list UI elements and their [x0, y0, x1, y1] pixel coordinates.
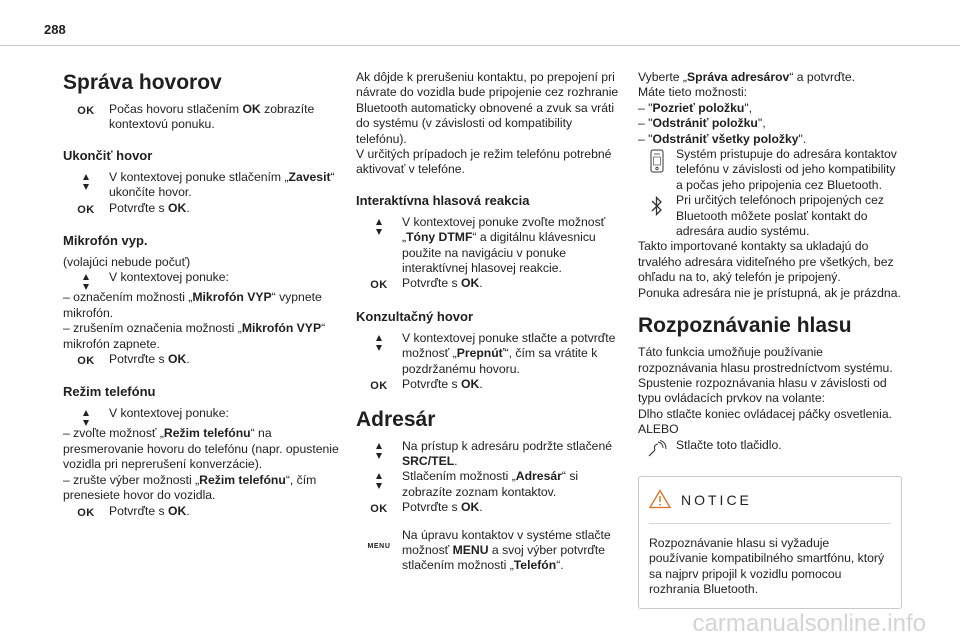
instruction-row: [356, 215, 620, 277]
instruction-text: Na prístup k adresáru podržte stlačené SRC/TEL.: [402, 438, 613, 468]
instruction-row: [63, 201, 339, 218]
instruction-text: V kontextovej ponuke:: [109, 406, 229, 421]
paragraph: ALEBO: [638, 422, 679, 437]
instruction-row: [356, 331, 620, 377]
ok-button-icon: OK: [370, 279, 388, 292]
option-text: – zvoľte možnosť „Režim telefónu“ na presmerovanie hovoru do telefónu (napr. opustenie vozidla pri neprerušení konverzácie).: [63, 426, 339, 472]
instruction-text: Potvrďte s OK.: [402, 500, 483, 515]
instruction-text: V kontextovej ponuke zvoľte možnosť „Tóny DTMF“ a digitálnu klávesnicu použite na navigáciu v ponuke interaktívnej hlasovej reakcie.: [402, 214, 606, 276]
instruction-row: [63, 504, 339, 521]
instruction-text: V kontextovej ponuke stlačením „Zavesit“ ukončíte hovor.: [109, 169, 335, 200]
up-down-arrows-icon: [63, 270, 109, 290]
instruction-row: [356, 377, 620, 394]
paragraph: Stlačte toto tlačidlo.: [676, 437, 782, 452]
subheading-end-call: Ukončiť hovor: [63, 147, 153, 163]
paragraph: Pri určitých telefónoch pripojených cez Bluetooth môžete poslať kontakt do adresára audio systému.: [676, 193, 884, 239]
up-down-arrows-icon: [356, 439, 402, 459]
option-text: – označením možnosti „Mikrofón VYP“ vypnete mikrofón.: [63, 290, 322, 320]
instruction-text: Potvrďte s OK.: [402, 276, 483, 291]
option-text: – zrušením označenia možnosti „Mikrofón VYP“ mikrofón zapnete.: [63, 321, 326, 351]
page-number: 288: [44, 22, 66, 37]
ok-button-icon: OK: [77, 203, 95, 216]
paragraph: Systém pristupuje do adresára kontaktov telefónu v závislosti od jeho kompatibility a počas jeho pripojenia cez Bluetooth.: [676, 147, 897, 192]
header-divider: [0, 45, 960, 46]
section-title-directory: Adresár: [356, 407, 436, 431]
option-text: – zrušte výber možnosti „Režim telefónu“, čím prenesiete hovor do vozidla.: [63, 472, 317, 503]
instruction-text: Stlačením možnosti „Adresár“ si zobrazíte zoznam kontaktov.: [402, 469, 579, 499]
up-down-arrows-icon: [63, 170, 109, 190]
up-down-arrows-icon: [356, 331, 402, 351]
ok-button-icon: OK: [77, 105, 95, 117]
instruction-row: [63, 352, 339, 369]
instruction-text: Potvrďte s OK.: [402, 377, 483, 392]
paragraph: V určitých prípadoch je režim telefónu potrebné aktivovať v telefóne.: [356, 147, 612, 177]
instruction-row: [63, 102, 339, 133]
instruction-row: [356, 528, 620, 574]
ok-button-icon: OK: [77, 355, 95, 368]
option-text: – "Odstrániť všetky položky".: [638, 131, 807, 146]
ok-button-icon: OK: [370, 380, 388, 393]
instruction-text: V kontextovej ponuke:: [109, 270, 229, 285]
instruction-row: [63, 270, 339, 290]
instruction-row: [356, 500, 620, 517]
paragraph: Dlho stlačte koniec ovládacej páčky osvetlenia.: [638, 406, 893, 421]
ok-button-icon: OK: [77, 506, 95, 519]
paragraph: Ak dôjde k prerušeniu kontaktu, po prepojení pri návrate do vozidla bude pripojenie cez rozhranie Bluetooth automaticky obnovené a zvuk sa vráti do systému (v závislosti od kompatibility telefónu).: [356, 70, 619, 146]
menu-button-icon: MENU: [367, 542, 391, 550]
subheading-consult-call: Konzultačný hovor: [356, 308, 474, 324]
paragraph: Táto funkcia umožňuje používanie rozpoznávania hlasu prostredníctvom systému.: [638, 345, 893, 375]
instruction-text: Potvrďte s OK.: [109, 352, 190, 367]
instruction-row: [63, 170, 339, 201]
notice-box: [638, 476, 902, 609]
ok-button-icon: OK: [370, 503, 388, 516]
instruction-text: Potvrďte s OK.: [109, 200, 190, 215]
option-text: – "Odstrániť položku",: [638, 116, 766, 131]
instruction-row: [638, 438, 902, 458]
instruction-row: [356, 469, 620, 500]
subheading-mic-off: Mikrofón vyp.: [63, 233, 148, 249]
notice-title: NOTICE: [681, 492, 752, 509]
subheading-phone-mode: Režim telefónu: [63, 384, 156, 400]
paragraph: Ponuka adresára nie je prístupná, ak je prázdna.: [638, 285, 901, 300]
column-3: [638, 70, 902, 609]
note-text: (volajúci nebude počuť): [63, 255, 191, 270]
option-text: – "Pozrieť položku",: [638, 100, 753, 115]
watermark: carmanualsonline.info: [692, 610, 926, 637]
section-title-call-management: Správa hovorov: [63, 71, 222, 94]
phone-icon: [638, 147, 676, 173]
voice-command-icon: [638, 438, 676, 458]
instruction-row: [638, 147, 902, 193]
paragraph: Spustenie rozpoznávania hlasu v závislosti od typu ovládacích prvkov na volante:: [638, 375, 887, 406]
column-1: [63, 70, 339, 521]
instruction-row: [63, 406, 339, 426]
up-down-arrows-icon: [356, 215, 402, 235]
instruction-text: Počas hovoru stlačením OK zobrazíte kontextovú ponuku.: [109, 102, 315, 132]
up-down-arrows-icon: [63, 406, 109, 426]
up-down-arrows-icon: [356, 469, 402, 489]
instruction-row: [356, 276, 620, 293]
paragraph: Máte tieto možnosti:: [638, 85, 748, 100]
section-title-voice-recognition: Rozpoznávanie hlasu: [638, 314, 852, 338]
bluetooth-icon: [638, 193, 676, 217]
instruction-text: Na úpravu kontaktov v systéme stlačte možnosť MENU a svoj výber potvrďte stlačením možnosti „Telefón“.: [402, 527, 611, 573]
subheading-ivr: Interaktívna hlasová reakcia: [356, 192, 530, 208]
instruction-text: V kontextovej ponuke stlačte a potvrďte možnosť „Prepnúť“, čím sa vrátite k pozdržanému hovoru.: [402, 330, 616, 376]
instruction-row: [638, 193, 902, 239]
notice-text: Rozpoznávanie hlasu si vyžaduje používanie kompatibilného smartfónu, ktorý sa najprv pripojil k vozidlu pomocou rozhrania Bluetooth.: [649, 535, 885, 597]
column-2: [356, 70, 620, 574]
instruction-text: Potvrďte s OK.: [109, 503, 190, 518]
paragraph: Takto importované kontakty sa ukladajú do trvalého adresára viditeľného pre všetkých, bez ohľadu na to, aký telefón je pripojený.: [638, 239, 894, 285]
paragraph: Vyberte „Správa adresárov“ a potvrďte.: [638, 70, 856, 84]
notice-header: [649, 489, 891, 524]
instruction-row: [356, 439, 620, 470]
warning-triangle-icon: [649, 489, 671, 513]
